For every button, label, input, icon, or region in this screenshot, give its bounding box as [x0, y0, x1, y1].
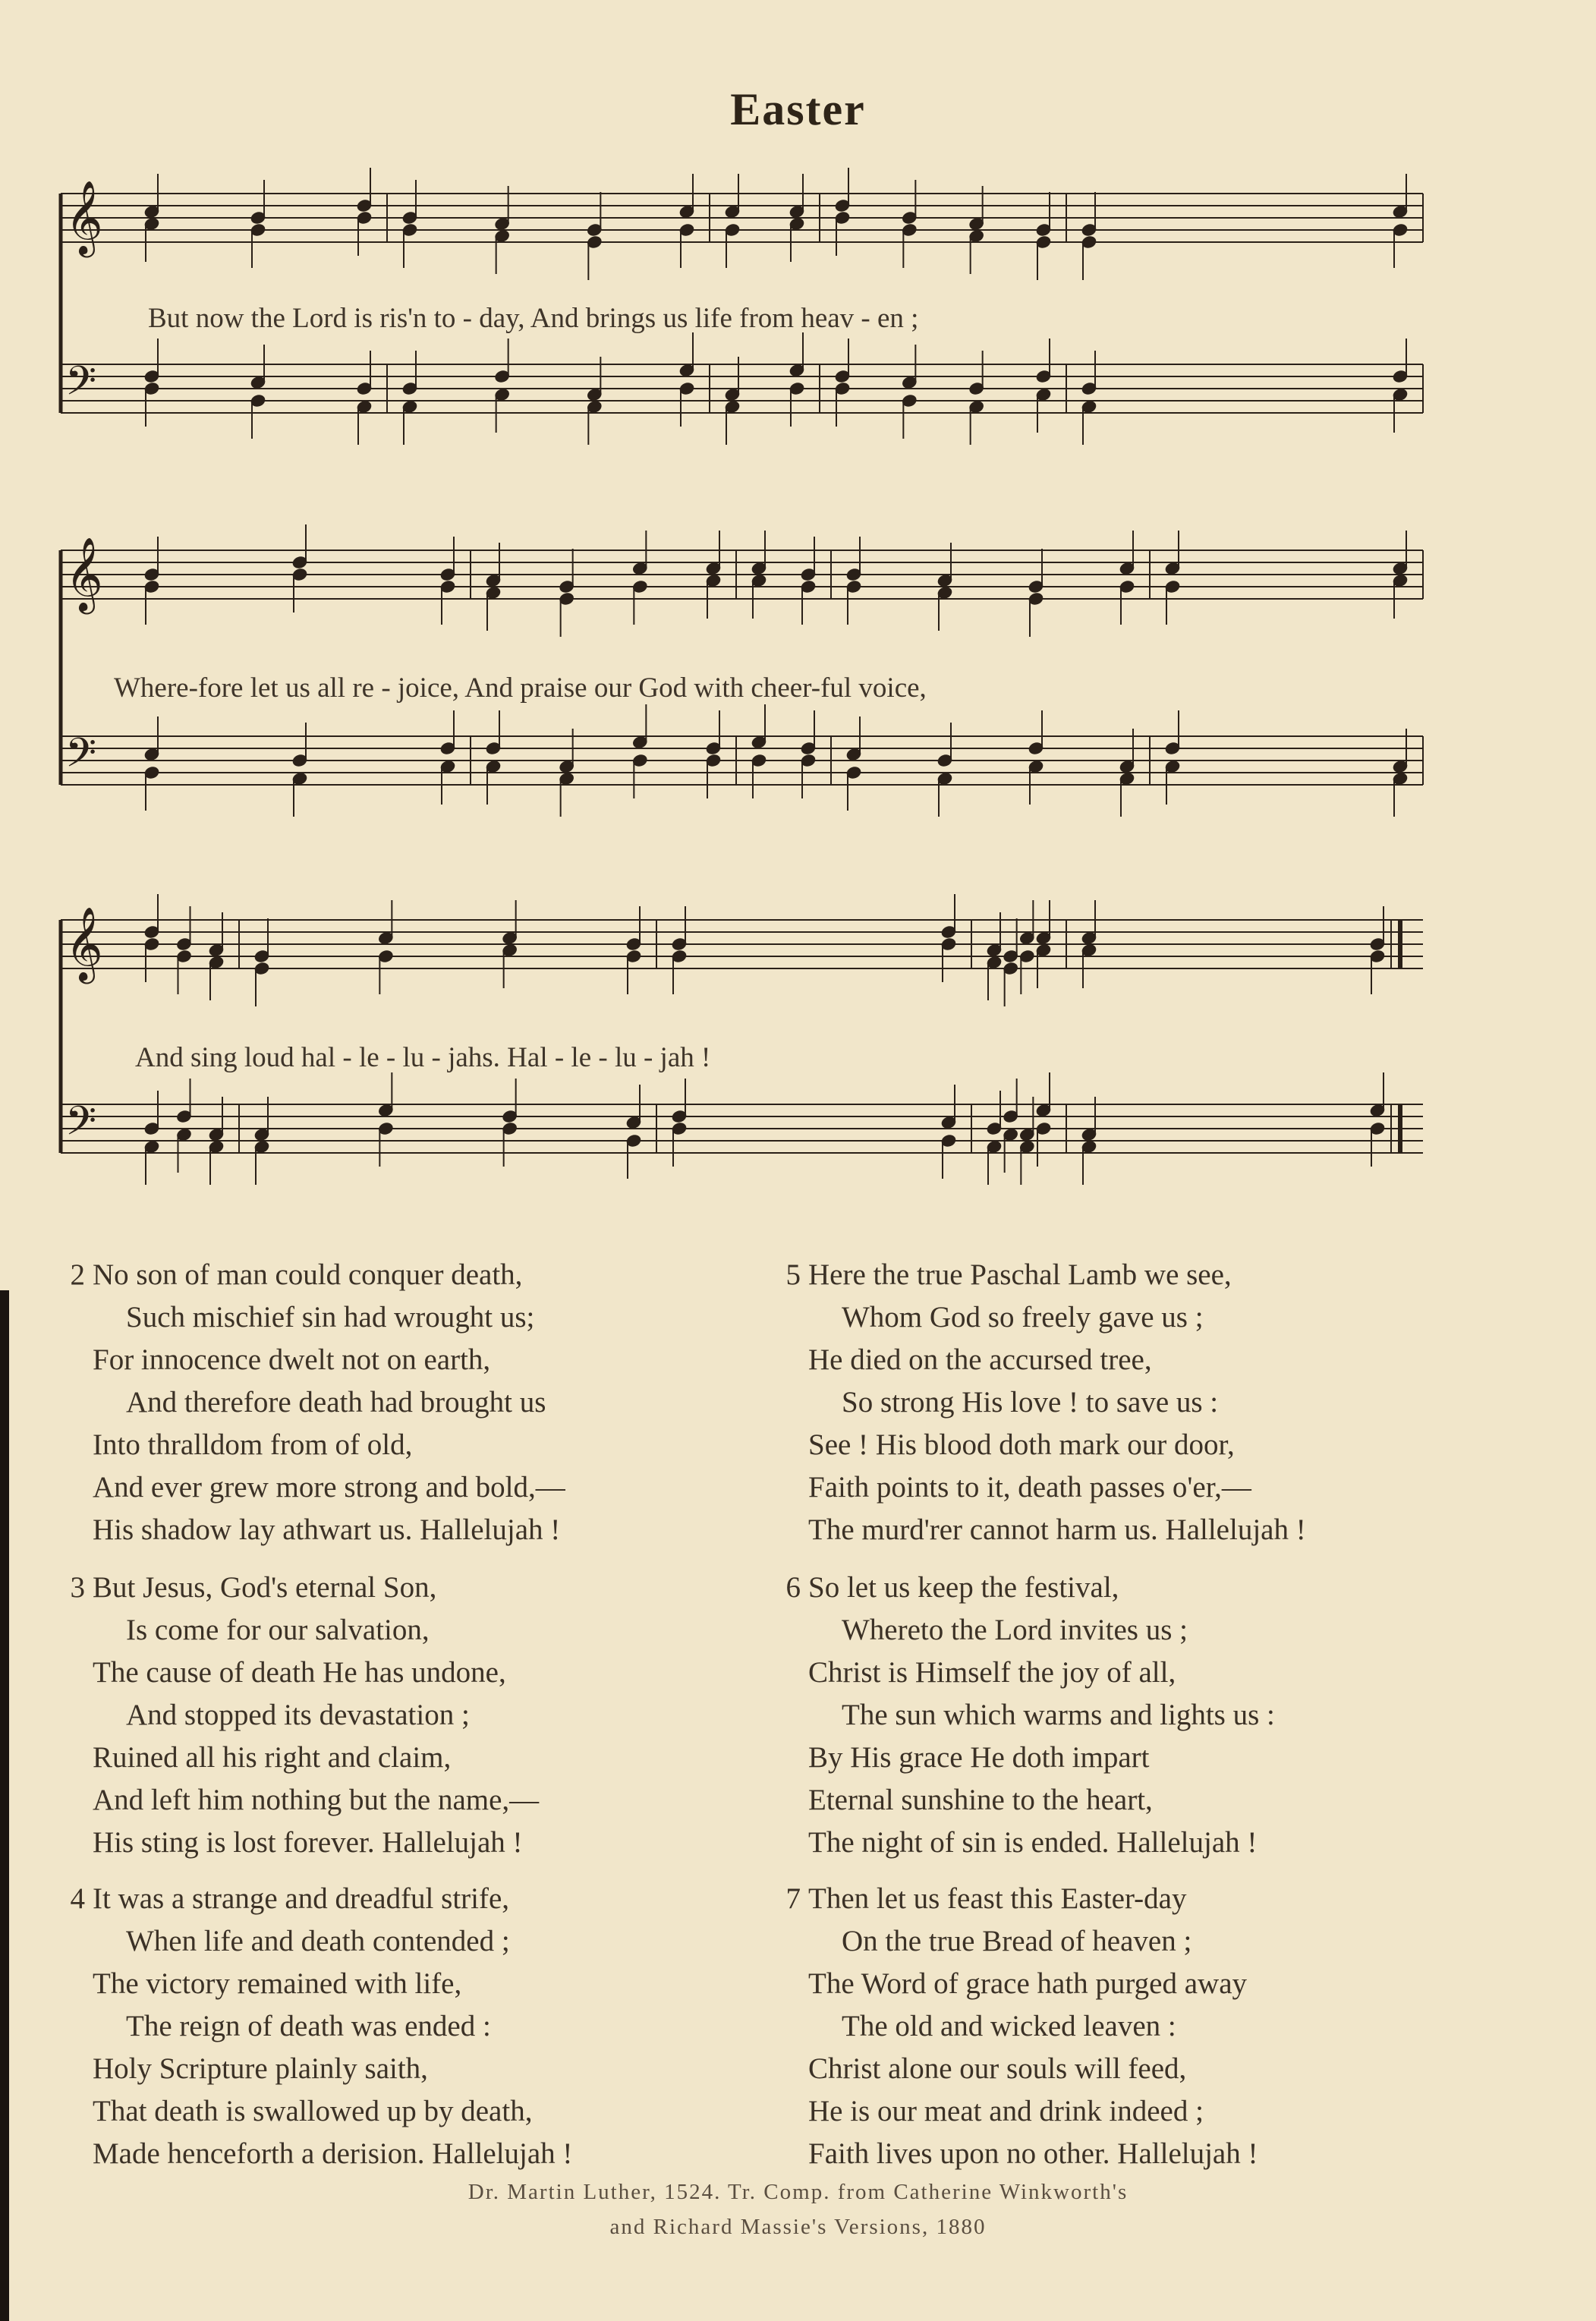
- treble-clef-icon: 𝄞: [65, 180, 103, 254]
- credit-line-1: Dr. Martin Luther, 1524. Tr. Comp. from Catherine Winkworth's: [467, 2180, 1129, 2204]
- verse-line: Holy Scripture plainly saith,: [93, 2052, 428, 2085]
- verse-line: And ever grew more strong and bold,—: [93, 1471, 565, 1504]
- verse-line: Made henceforth a derision. Hallelujah !: [93, 2137, 573, 2170]
- verse-line: See ! His blood doth mark our door,: [808, 1428, 1235, 1461]
- verse-line: The cause of death He has undone,: [93, 1656, 506, 1689]
- verse-line: Christ alone our souls will feed,: [808, 2052, 1187, 2085]
- verse-line: But Jesus, God's eternal Son,: [93, 1571, 437, 1604]
- verse-line: Christ is Himself the joy of all,: [808, 1656, 1176, 1689]
- verse-line: Whom God so freely gave us ;: [842, 1301, 1204, 1334]
- verse-line: Is come for our salvation,: [126, 1614, 430, 1646]
- verse-line: His shadow lay athwart us. Hallelujah !: [93, 1513, 561, 1546]
- verse-line: Eternal sunshine to the heart,: [808, 1784, 1153, 1816]
- verse-line: He died on the accursed tree,: [808, 1343, 1152, 1376]
- verse-7: [785, 1878, 1258, 2175]
- bass-clef-icon: 𝄢: [65, 730, 97, 786]
- verse-line: His sting is lost forever. Hallelujah !: [93, 1826, 523, 1859]
- treble-clef-icon: 𝄞: [65, 537, 103, 611]
- verse-line: It was a strange and dreadful strife,: [93, 1882, 510, 1915]
- verse-line: Into thralldom from of old,: [93, 1428, 413, 1461]
- credit-line-2: and Richard Massie's Versions, 1880: [609, 2215, 987, 2239]
- verse-line: By His grace He doth impart: [808, 1741, 1150, 1774]
- verse-5: [785, 1254, 1306, 1551]
- verse-4: [70, 1878, 573, 2175]
- page-edge-shadow: [0, 1290, 9, 2321]
- verse-number: 6: [785, 1571, 801, 1604]
- verse-number: 2: [70, 1258, 85, 1291]
- verse-line: The victory remained with life,: [93, 1967, 462, 2000]
- verse-line: The old and wicked leaven :: [842, 2010, 1176, 2042]
- verse-number: 4: [70, 1882, 85, 1915]
- bass-clef-icon: 𝄢: [65, 358, 97, 414]
- verse-line: The reign of death was ended :: [126, 2010, 491, 2042]
- verse-line: That death is swallowed up by death,: [93, 2095, 533, 2127]
- verse-line: And therefore death had brought us: [126, 1386, 546, 1419]
- verse-3: [70, 1567, 540, 1864]
- verse-number: 5: [785, 1258, 801, 1291]
- verse-line: The murd'rer cannot harm us. Hallelujah !: [808, 1513, 1306, 1546]
- verse-number: 3: [70, 1571, 85, 1604]
- verse-line: Faith lives upon no other. Hallelujah !: [808, 2137, 1258, 2170]
- verse-line: For innocence dwelt not on earth,: [93, 1343, 491, 1376]
- verse-line: So let us keep the festival,: [808, 1571, 1119, 1604]
- lyric-line-1: But now the Lord is ris'n to - day, And brings us life from heav - en ;: [148, 303, 919, 334]
- verse-line: Faith points to it, death passes o'er,—: [808, 1471, 1251, 1504]
- verse-number: 7: [785, 1882, 801, 1915]
- verse-line: Then let us feast this Easter-day: [808, 1882, 1187, 1915]
- hymn-title: Easter: [730, 84, 866, 134]
- verse-line: The Word of grace hath purged away: [808, 1967, 1248, 2000]
- verse-6: [785, 1567, 1275, 1864]
- verse-line: Here the true Paschal Lamb we see,: [808, 1258, 1232, 1291]
- verse-line: He is our meat and drink indeed ;: [808, 2095, 1204, 2127]
- verse-line: The sun which warms and lights us :: [842, 1699, 1275, 1731]
- verse-line: The night of sin is ended. Hallelujah !: [808, 1826, 1258, 1859]
- verse-line: Ruined all his right and claim,: [93, 1741, 452, 1774]
- verse-line: On the true Bread of heaven ;: [842, 1925, 1192, 1957]
- lyric-line-2: Where-fore let us all re - joice, And praise our God with cheer-ful voice,: [114, 672, 927, 704]
- verse-line: Such mischief sin had wrought us;: [126, 1301, 535, 1334]
- verse-line: When life and death contended ;: [126, 1925, 510, 1957]
- verse-line: So strong His love ! to save us :: [842, 1386, 1219, 1419]
- verse-2: [70, 1254, 565, 1551]
- verse-line: Whereto the Lord invites us ;: [842, 1614, 1188, 1646]
- verse-line: And stopped its devastation ;: [126, 1699, 470, 1731]
- verse-line: And left him nothing but the name,—: [93, 1784, 540, 1816]
- treble-clef-icon: 𝄞: [65, 906, 103, 981]
- bass-clef-icon: 𝄢: [65, 1098, 97, 1154]
- lyric-line-3: And sing loud hal - le - lu - jahs. Hal - le - lu - jah !: [135, 1042, 711, 1073]
- verse-line: No son of man could conquer death,: [93, 1258, 523, 1291]
